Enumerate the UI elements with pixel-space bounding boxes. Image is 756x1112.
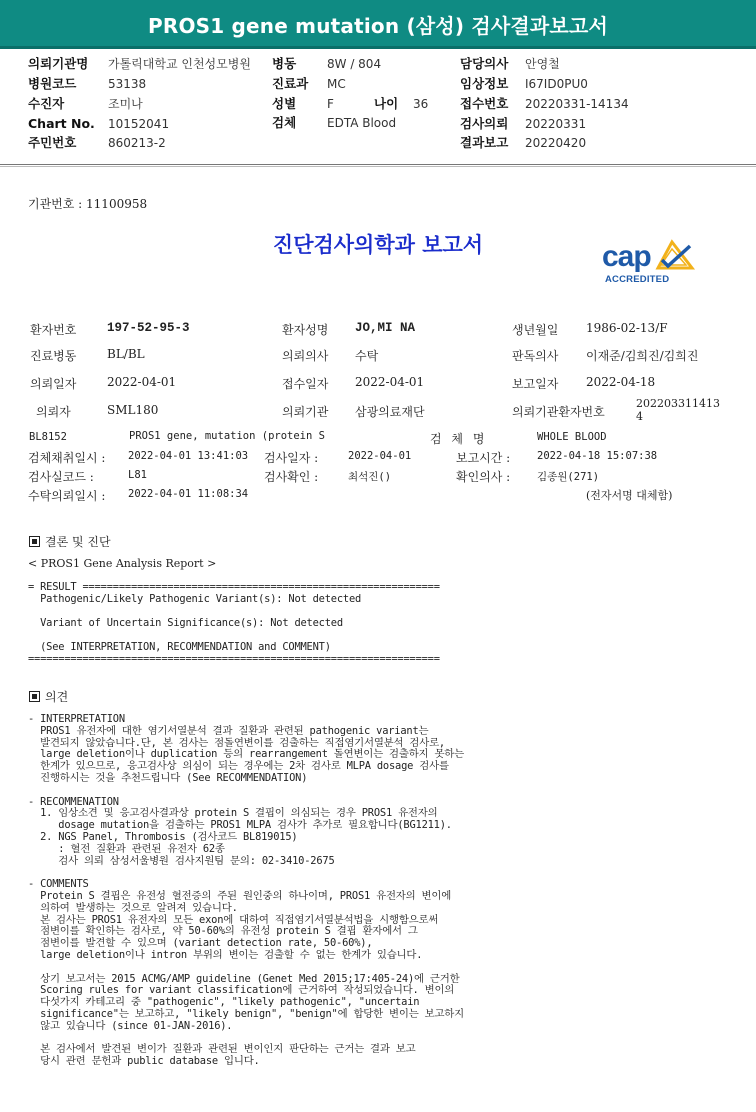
grid-label: 의뢰의사 xyxy=(282,349,329,363)
header-field-value: 53138 xyxy=(108,77,147,91)
header-field-label: 담당의사 xyxy=(460,56,509,71)
header-field-value: 조미나 xyxy=(108,97,143,111)
report-main-title: 진단검사의학과 보고서 xyxy=(272,232,484,257)
header-field-label: 임상정보 xyxy=(460,76,509,91)
grid-label: 의뢰기관 xyxy=(282,405,329,419)
opinion-line: 1. 임상소견 및 응고검사결과상 protein S 결핍이 의심되는 경우 PROS1 유전자의 xyxy=(28,807,438,820)
grid-label: 의뢰기관환자번호 xyxy=(512,405,605,419)
section-bullet-icon xyxy=(29,691,40,702)
report-title-bar xyxy=(0,0,756,49)
detail-label: 확인의사 : xyxy=(456,470,511,484)
cap-accredited-logo xyxy=(600,238,700,286)
opinion-line: 2. NGS Panel, Thrombosis (검사코드 BL819015) xyxy=(28,831,298,843)
detail-value: 2022-04-01 xyxy=(348,450,412,462)
opinion-line: dosage mutation을 검출하는 PROS1 MLPA 검사가 추가로 필요합니다(BG1211). xyxy=(28,819,452,832)
header-field-value: I67ID0PU0 xyxy=(525,77,588,91)
test-name: PROS1 gene, mutation (protein S xyxy=(129,430,325,442)
header-field-label: 병동 xyxy=(272,56,297,71)
opinion-line: Protein S 결핍은 유전성 혈전증의 주된 원인중의 하나이며, PROS1 유전자의 변이에 xyxy=(28,890,452,902)
opinion-line: 진행하시는 것을 추천드립니다 (See RECOMMENDATION) xyxy=(28,772,308,784)
detail-value: 최석진() xyxy=(348,471,392,483)
header-field-value: 36 xyxy=(413,97,429,111)
grid-value: 삼광의료재단 xyxy=(355,405,425,419)
detail-value: 2022-04-01 11:08:34 xyxy=(128,488,249,500)
detail-label: 수탁의뢰일시 : xyxy=(28,489,106,503)
grid-value: 2022-04-18 xyxy=(586,375,656,389)
header-field-value: 20220420 xyxy=(525,136,587,150)
header-field-label: 성별 xyxy=(272,96,297,111)
header-field-label: 진료과 xyxy=(272,76,309,91)
result-line: = RESULT =========================================================== xyxy=(28,581,440,593)
grid-label: 보고일자 xyxy=(512,377,559,391)
grid-value: JO,MI NA xyxy=(355,321,416,335)
result-line: ==================================================================== xyxy=(28,653,440,665)
signature-note: (전자서명 대체함) xyxy=(586,489,673,502)
opinion-line: 발견되지 않았습니다.단, 본 검사는 점돌연변이를 검출하는 직접염기서열분석 검사로, xyxy=(28,736,445,749)
detail-value: 2022-04-18 15:07:38 xyxy=(537,450,658,462)
grid-value: 4 xyxy=(636,410,643,423)
opinion-line: - INTERPRETATION xyxy=(28,713,125,725)
opinion-line: 점변이를 확인하는 검사로, 약 50-60%의 유전성 protein S 결핍 환자에서 그 xyxy=(28,925,418,938)
header-field-value: EDTA Blood xyxy=(327,116,397,130)
opinion-line: 않고 있습니다 (since 01-JAN-2016). xyxy=(28,1019,233,1032)
grid-value: 수탁 xyxy=(355,349,379,363)
header-field-label: 결과보고 xyxy=(460,135,509,150)
header-field-value: 860213-2 xyxy=(108,136,166,150)
opinion-line: 검사 의뢰 삼성서울병원 검사지원팀 문의: 02-3410-2675 xyxy=(28,854,335,867)
opinion-line: 당시 관련 문헌과 public database 입니다. xyxy=(28,1055,260,1068)
header-field-label: 검사의뢰 xyxy=(460,116,509,131)
header-field-value: 10152041 xyxy=(108,117,170,131)
opinion-line: - COMMENTS xyxy=(28,878,89,891)
opinion-line: 본 검사에서 발견된 변이가 질환과 관련된 변이인지 판단하는 근거는 결과 보고 xyxy=(28,1043,416,1056)
grid-value: 2022-04-01 xyxy=(107,375,177,389)
section-conclusion-heading xyxy=(29,533,111,550)
detail-value: L81 xyxy=(128,469,147,481)
header-field-value: 가톨릭대학교 인천성모병원 xyxy=(108,57,251,71)
detail-label: 검체채취일시 : xyxy=(28,451,106,465)
opinion-line: 점변이를 발견할 수 있으며 (variant detection rate, 50-60%), xyxy=(28,937,373,950)
grid-value: 2022-04-01 xyxy=(355,375,425,389)
grid-value: 197-52-95-3 xyxy=(107,321,190,335)
grid-label: 진료병동 xyxy=(30,349,77,363)
section-bullet-icon xyxy=(29,536,40,547)
opinion-line: Scoring rules for variant classification에 근거하여 작성되었습니다. 변이의 xyxy=(28,984,455,997)
header-field-label: 수진자 xyxy=(28,96,65,111)
opinion-line: 상기 보고서는 2015 ACMG/AMP guideline (Genet Med 2015;17:405-24)에 근거한 xyxy=(28,972,460,985)
grid-label: 의뢰일자 xyxy=(30,377,77,391)
specimen-name: WHOLE BLOOD xyxy=(537,431,607,443)
detail-label: 검사일자 : xyxy=(264,451,319,465)
opinion-line: 의하여 발생하는 것으로 알려져 있습니다. xyxy=(28,901,238,914)
grid-label: 환자번호 xyxy=(30,323,77,337)
header-divider-shadow xyxy=(0,166,756,167)
detail-value: 김종원(271) xyxy=(537,471,600,483)
test-code: BL8152 xyxy=(29,431,67,443)
header-field-value: 안영철 xyxy=(525,57,560,71)
grid-value: 이재준/김희진/김희진 xyxy=(586,349,699,363)
detail-value: 2022-04-01 13:41:03 xyxy=(128,450,249,462)
grid-value: 1986-02-13/F xyxy=(586,321,668,335)
header-field-label: 의뢰기관명 xyxy=(28,56,89,71)
opinion-line: 본 검사는 PROS1 유전자의 모든 exon에 대하여 직접염기서열분석법을 시행함으로써 xyxy=(28,913,439,926)
opinion-line: large deletion이나 duplication 등의 rearrangement 돌연변이는 검출하지 못하는 xyxy=(28,748,464,761)
opinion-line: large deletion이나 intron 부위의 변이는 검출할 수 없는 한계가 있습니다. xyxy=(28,949,423,961)
header-field-value: 20220331 xyxy=(525,117,587,131)
result-line: (See INTERPRETATION, RECOMMENDATION and COMMENT) xyxy=(28,641,331,653)
grid-value: 202203311413 xyxy=(636,397,720,410)
header-field-label: 병원코드 xyxy=(28,76,77,91)
grid-label: 접수일자 xyxy=(282,377,329,391)
header-field-value: 8W / 804 xyxy=(327,57,382,71)
section-opinion-heading xyxy=(29,688,68,705)
header-field-value: MC xyxy=(327,77,346,91)
grid-label: 생년월일 xyxy=(512,323,559,337)
header-field-value: F xyxy=(327,97,334,111)
grid-label: 판독의사 xyxy=(512,349,559,363)
detail-label: 검사실코드 : xyxy=(28,470,94,484)
grid-value: BL/BL xyxy=(107,347,145,361)
opinion-line: significance"는 보고하고, "likely benign", "benign"에 합당한 변이는 보고하지 xyxy=(28,1008,464,1020)
cap-logo-word: cap xyxy=(602,240,651,273)
grid-value: SML180 xyxy=(107,403,159,417)
cap-logo-accredited: ACCREDITED xyxy=(605,274,670,285)
institution-number: 기관번호 : 11100958 xyxy=(28,197,148,211)
header-field-label: 검체 xyxy=(272,115,297,130)
opinion-line: PROS1 유전자에 대한 염기서열분석 결과 질환과 관련된 pathogenic variant는 xyxy=(28,724,429,737)
result-line: Variant of Uncertain Significance(s): Not detected xyxy=(28,617,343,629)
header-field-value: 20220331-14134 xyxy=(525,97,629,111)
detail-label: 검사확인 : xyxy=(264,470,319,484)
result-line: Pathogenic/Likely Pathogenic Variant(s): Not detected xyxy=(28,593,362,605)
header-divider xyxy=(0,164,756,165)
header-field-label: 나이 xyxy=(374,96,399,111)
opinion-line: 한계가 있으므로, 응고검사상 의심이 되는 경우에는 2차 검사로 MLPA dosage 검사를 xyxy=(28,760,449,773)
header-field-label: Chart No. xyxy=(28,116,95,131)
grid-label: 환자성명 xyxy=(282,323,329,337)
section-conclusion-label: 결론 및 진단 xyxy=(45,535,111,549)
report-name: < PROS1 Gene Analysis Report > xyxy=(28,557,217,570)
report-title: PROS1 gene mutation (삼성) 검사결과보고서 xyxy=(147,14,608,38)
specimen-label: 검 체 명 xyxy=(430,432,485,446)
detail-label: 보고시간 : xyxy=(456,451,511,465)
section-opinion-label: 의견 xyxy=(45,690,69,704)
opinion-line: : 혈전 질환과 관련된 유전자 62종 xyxy=(28,842,225,855)
grid-label: 의뢰자 xyxy=(36,405,71,419)
opinion-line: - RECOMMENATION xyxy=(28,795,119,808)
header-field-label: 접수번호 xyxy=(460,96,509,111)
header-field-label: 주민번호 xyxy=(28,135,77,150)
opinion-line: 다섯가지 카테고리 중 "pathogenic", "likely pathogenic", "uncertain xyxy=(28,996,420,1009)
